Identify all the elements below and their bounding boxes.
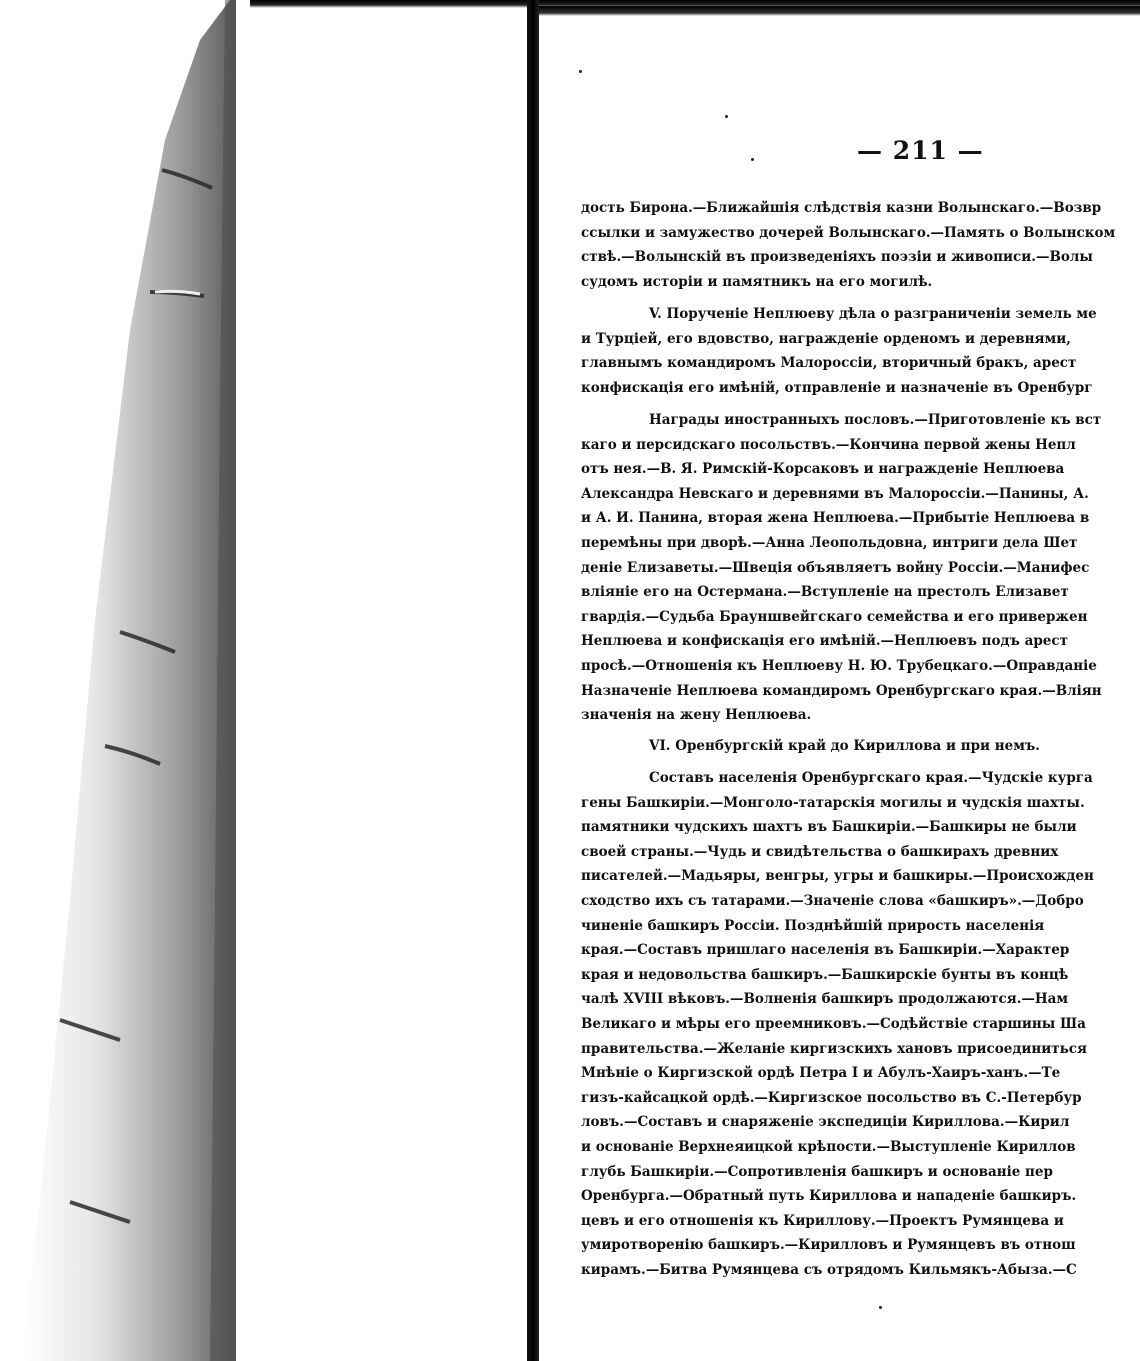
text-line: Неплюева и конфискація его имѣній.—Неплюевъ подъ арест — [581, 633, 1068, 650]
text-block-section-v — [581, 302, 1140, 400]
section-heading-v: V. Порученіе Неплюеву дѣла о разграниченіи земель ме — [649, 306, 1097, 322]
text-line: писателей.—Мадьяры, венгры, угры и башкиры.—Происхожден — [581, 868, 1094, 885]
text-line: отъ нея.—В. Я. Римскій-Корсаковъ и награжденіе Неплюева — [581, 461, 1065, 478]
text-line: гены Башкиріи.—Монголо-татарскія могилы и чудскія шахты. — [581, 794, 1085, 811]
text-line: глубь Башкиріи.—Сопротивленія башкиръ и основаніе пер — [581, 1163, 1053, 1180]
text-line: Составъ населенія Оренбургскаго края.—Чудскіе курга — [649, 770, 1093, 786]
text-line: главнымъ командиромъ Малороссіи, вторичный бракъ, арест — [581, 355, 1077, 372]
text-line: судомъ исторіи и памятникъ на его могилѣ. — [581, 273, 933, 290]
text-line: и А. И. Панина, вторая жена Неплюева.—Прибытіе Неплюева в — [581, 510, 1090, 527]
text-line: края и недовольства башкиръ.—Башкирскіе бунты въ концѣ — [581, 966, 1069, 983]
text-line: конфискація его имѣній, отправленіе и назначеніе въ Оренбург — [581, 379, 1093, 396]
text-line: правительства.—Желаніе киргизскихъ хановъ присоединиться — [581, 1040, 1087, 1057]
text-line: цевъ и его отношенія къ Кириллову.—Проектъ Румянцева и — [581, 1212, 1064, 1229]
text-line: значенія на жену Неплюева. — [581, 707, 812, 724]
left-page-edge — [0, 0, 540, 1361]
text-line: Награды иностранныхъ пословъ.—Приготовленіе къ вст — [649, 412, 1102, 428]
text-block-section-vi-body — [581, 766, 1140, 1282]
text-line: дость Бирона.—Ближайшія слѣдствія казни Волынскаго.—Возвр — [581, 200, 1102, 216]
text-line: Александра Невскаго и деревнями въ Малороссіи.—Панины, А. — [581, 485, 1089, 502]
dust-speck — [751, 158, 754, 161]
text-line: умиротворенію башкиръ.—Кирилловъ и Румянцевъ въ отнош — [581, 1237, 1076, 1254]
text-line: гизъ-кайсацкой ордѣ.—Киргизское посольство въ С.-Петербур — [581, 1089, 1082, 1106]
text-line: и Турціей, его вдовство, награжденіе орденомъ и деревнями, — [581, 330, 1071, 347]
text-line: Мнѣніе о Киргизской ордѣ Петра I и Абулъ-Хаиръ-ханъ.—Те — [581, 1065, 1061, 1082]
text-line: гвардія.—Судьба Брауншвейгскаго семейства и его привержен — [581, 608, 1088, 625]
text-line: чалѣ XVIII вѣковъ.—Волненія башкиръ продолжаются.—Нам — [581, 991, 1069, 1008]
text-line: края.—Составъ пришлаго населенія въ Башкиріи.—Характер — [581, 942, 1070, 959]
dust-speck — [879, 1306, 882, 1309]
text-line: сходство ихъ съ татарами.—Значеніе слова «башкиръ».—Добро — [581, 892, 1084, 909]
text-line: просѣ.—Отношенія къ Неплюеву Н. Ю. Трубецкаго.—Оправданіе — [581, 657, 1097, 674]
text-line: каго и персидскаго посольствъ.—Кончина первой жены Непл — [581, 436, 1076, 453]
text-line: чиненіе башкиръ Россіи. Позднѣйшій прирость населенія — [581, 917, 1045, 934]
dust-speck — [725, 115, 728, 118]
text-block-intro — [581, 196, 1140, 294]
text-line: Великаго и мѣры его преемниковъ.—Содѣйствіе старшины Ша — [581, 1015, 1086, 1032]
text-block-section-v-body — [581, 408, 1140, 728]
dust-speck — [579, 70, 582, 73]
text-line: ссылки и замужество дочерей Волынскаго.—Память о Волынском — [581, 224, 1116, 241]
book-spine — [527, 0, 539, 1361]
text-line: памятники чудскихъ шахтъ въ Башкиріи.—Башкиры не были — [581, 819, 1077, 836]
text-line: Оренбурга.—Обратный путь Кириллова и нападеніе башкиръ. — [581, 1188, 1077, 1205]
text-line: и основаніе Верхнеяицкой крѣпости.—Выступленіе Кириллов — [581, 1138, 1076, 1155]
text-block-section-vi — [581, 734, 1140, 759]
section-heading-vi: VI. Оренбургскій край до Кириллова и при немъ. — [649, 738, 1040, 754]
text-line: Назначеніе Неплюева командиромъ Оренбургскаго края.—Вліян — [581, 682, 1102, 699]
text-line: ловъ.—Составъ и снаряженіе экспедиціи Кириллова.—Кирил — [581, 1114, 1070, 1131]
right-page — [539, 0, 1140, 1361]
text-line: деніе Елизаветы.—Швеція объявляетъ войну Россіи.—Манифес — [581, 559, 1090, 576]
page-number: — 211 — — [857, 136, 984, 165]
text-line: ствѣ.—Волынскій въ произведеніяхъ поэзіи и живописи.—Волы — [581, 249, 1093, 266]
text-line: вліяніе его на Остермана.—Вступленіе на престолъ Елизавет — [581, 584, 1069, 601]
text-line: своей страны.—Чудь и свидѣтельства о башкирахъ древних — [581, 843, 1059, 860]
text-line: кирамъ.—Битва Румянцева съ отрядомъ Кильмякъ-Абыза.—С — [581, 1261, 1077, 1278]
text-line: перемѣны при дворѣ.—Анна Леопольдовна, интриги дела Шет — [581, 534, 1078, 551]
